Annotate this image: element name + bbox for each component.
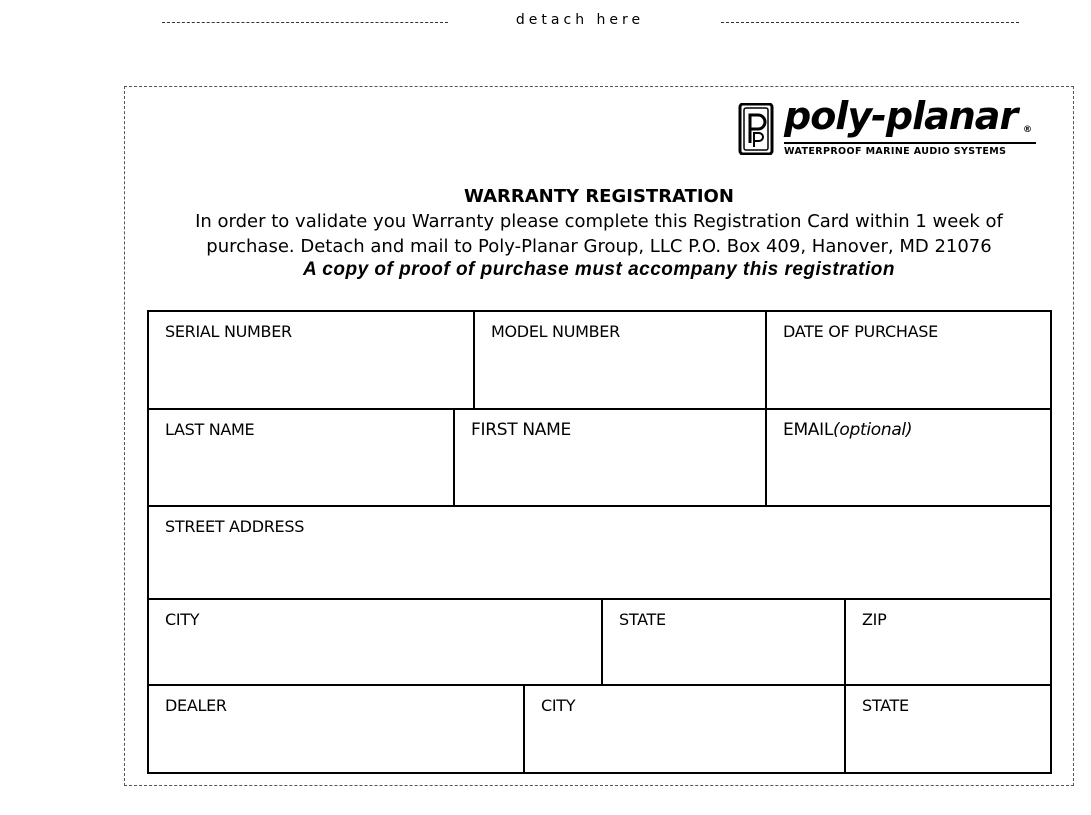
street-address-field[interactable] — [149, 507, 1050, 598]
zip-field[interactable] — [846, 600, 1050, 684]
intro-text-line-2: purchase. Detach and mail to Poly-Planar Group, LLC P.O. Box 409, Hanover, MD 21076 — [206, 236, 992, 257]
registration-form — [147, 310, 1052, 774]
model-number-label: MODEL NUMBER — [491, 322, 620, 341]
poly-planar-logo — [738, 94, 1038, 159]
last-name-label: LAST NAME — [165, 420, 255, 439]
proof-of-purchase-notice: A copy of proof of purchase must accompany this registration — [303, 259, 895, 280]
serial-number-field[interactable] — [149, 312, 473, 408]
dealer-city-field[interactable] — [525, 686, 844, 772]
serial-number-label: SERIAL NUMBER — [165, 322, 292, 341]
state-field[interactable] — [603, 600, 844, 684]
state-label: STATE — [619, 610, 666, 629]
model-number-field[interactable] — [475, 312, 765, 408]
logo-underline — [784, 142, 1036, 144]
dealer-state-label: STATE — [862, 696, 909, 715]
zip-label: ZIP — [862, 610, 887, 629]
email-label-text: EMAIL — [783, 420, 834, 440]
date-of-purchase-field[interactable] — [767, 312, 1050, 408]
detach-dashed-line-left — [162, 22, 448, 23]
first-name-label: FIRST NAME — [471, 420, 571, 440]
detach-dashed-line-right — [721, 22, 1019, 23]
street-address-label: STREET ADDRESS — [165, 517, 305, 536]
logo-wordmark: poly-planar — [784, 94, 1018, 138]
dealer-label: DEALER — [165, 696, 227, 715]
last-name-field[interactable] — [149, 410, 453, 505]
page-title: WARRANTY REGISTRATION — [464, 186, 734, 207]
city-field[interactable] — [149, 600, 601, 684]
registered-mark: ® — [1023, 125, 1032, 135]
email-label — [783, 420, 912, 440]
dealer-city-label: CITY — [541, 696, 576, 715]
dealer-field[interactable] — [149, 686, 523, 772]
logo-tagline: WATERPROOF MARINE AUDIO SYSTEMS — [784, 146, 1007, 157]
date-of-purchase-label: DATE OF PURCHASE — [783, 322, 938, 341]
city-label: CITY — [165, 610, 200, 629]
email-field[interactable] — [767, 410, 1050, 505]
first-name-field[interactable] — [455, 410, 765, 505]
dealer-state-field[interactable] — [846, 686, 1050, 772]
intro-text-line-1: In order to validate you Warranty please complete this Registration Card within 1 week of — [195, 211, 1003, 232]
speaker-logo-icon — [738, 103, 774, 155]
email-optional-note: (optional) — [833, 420, 913, 440]
detach-label: detach here — [515, 12, 645, 28]
